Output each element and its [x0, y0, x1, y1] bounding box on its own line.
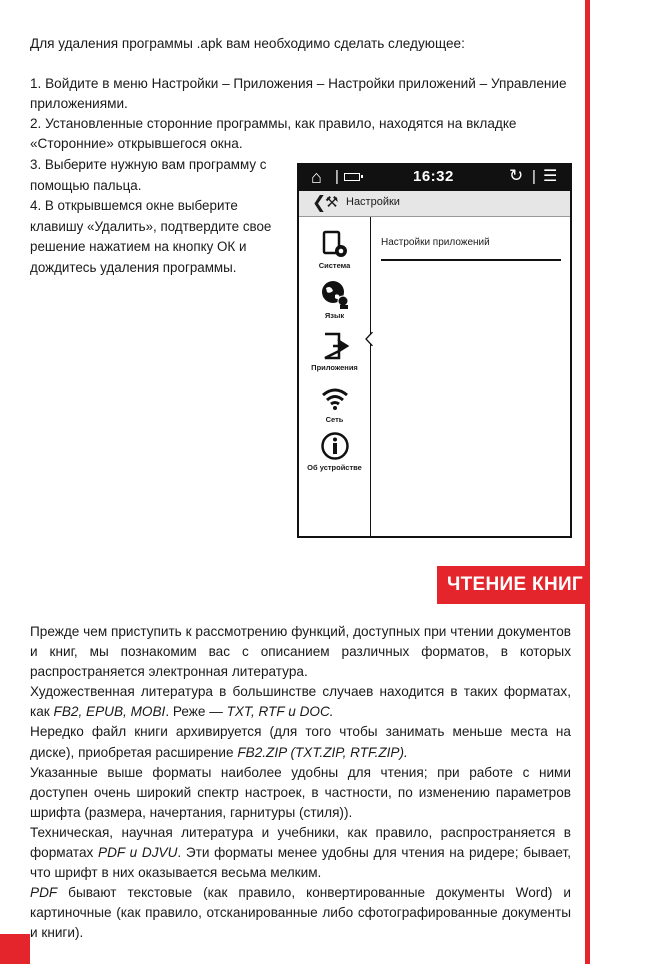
- p6-rest: бывают текстовые (как правило, конвертированные документы Word) и картиночные (как правило, отсканированные либо сфотографированные документы и книги).: [30, 885, 571, 941]
- paragraph-3: [30, 722, 571, 762]
- p5-formats: PDF и DJVU: [98, 845, 178, 861]
- app-settings-item[interactable]: Настройки приложений: [381, 237, 490, 248]
- step-4-text: 4. В открывшемся окне выберите клавишу «Удалить», подтвердите свое решение нажатием на кнопку ОК и дождитесь удаления программы.: [30, 198, 272, 275]
- status-separator: |: [335, 168, 339, 185]
- p2-formats2: TXT, RTF и DOC.: [226, 704, 334, 720]
- sidebar-label-network: Сеть: [325, 415, 344, 424]
- paragraph-5: [30, 823, 571, 883]
- home-icon[interactable]: ⌂: [311, 167, 322, 187]
- step-3-text: 3. Выберите нужную вам программу с помощью пальца.: [30, 157, 267, 193]
- device-status-bar: [299, 165, 570, 191]
- paragraph-1: Прежде чем приступить к рассмотрению функций, доступных при чтении документов и книг, мы познакомим вас с описанием различных форматов, в которых распространяется электронная литература.: [30, 624, 571, 680]
- step-1-text: 1. Войдите в меню Настройки – Приложения – Настройки приложений – Управление приложениями.: [30, 76, 567, 111]
- clock-time: 16:32: [413, 168, 454, 185]
- paragraph-4: Указанные выше форматы наиболее удобны для чтения; при работе с ними доступен очень широкий спектр настроек, в частности, по изменению параметров шрифта (размера, начертания, гарнитуры (стиля)).: [30, 764, 571, 820]
- p6-format: PDF: [30, 885, 58, 901]
- p2-text: Художественная литература в большинстве случаев находится в таких форматах, как: [30, 684, 571, 720]
- content-divider: [381, 259, 561, 261]
- applications-icon: [320, 331, 350, 361]
- section-heading: ЧТЕНИЕ КНИГ: [447, 574, 584, 595]
- sidebar-label-applications: Приложения: [311, 363, 358, 372]
- p3-formats: FB2.ZIP (TXT.ZIP, RTF.ZIP).: [237, 744, 408, 760]
- sync-icon[interactable]: ↻: [509, 166, 524, 185]
- step-2-text: 2. Установленные сторонние программы, как правило, находятся на вкладке «Сторонние» открывшегося окна.: [30, 116, 517, 151]
- section-heading-box: [437, 566, 585, 604]
- wifi-icon: [320, 383, 350, 413]
- info-icon: [320, 431, 350, 461]
- tools-settings-icon: ⚒: [325, 194, 339, 211]
- sidebar-item-system[interactable]: [299, 229, 370, 270]
- selection-pointer: [365, 332, 374, 346]
- p3-text: Нередко файл книги архивируется (для того чтобы занимать меньше места на диске), приобретая расширение: [30, 724, 571, 760]
- p2-formats: FB2, EPUB, MOBI: [53, 704, 166, 720]
- system-settings-icon: [320, 229, 350, 259]
- p2-mid: . Реже —: [165, 704, 227, 720]
- back-chevron-icon[interactable]: ❮: [312, 193, 327, 212]
- device-screenshot: [297, 163, 572, 538]
- section-body: [30, 622, 571, 944]
- settings-sidebar: [299, 217, 371, 536]
- sidebar-label-system: Система: [318, 261, 351, 270]
- page-corner-red-block: [0, 934, 30, 964]
- p5-rest: . Эти форматы менее удобны для чтения на ридере; бывает, что шрифт в них оказывается весьма мелким.: [30, 845, 571, 881]
- sidebar-item-applications[interactable]: [299, 331, 370, 372]
- menu-icon[interactable]: ☰: [543, 168, 558, 185]
- p5-text: Техническая, научная литература и учебники, как правило, распространяется в форматах: [30, 824, 571, 861]
- device-title-bar: [299, 191, 570, 217]
- language-globe-icon: [320, 279, 350, 309]
- sidebar-label-about: Об устройстве: [307, 463, 362, 472]
- sidebar-item-about[interactable]: [299, 431, 370, 472]
- sidebar-item-language[interactable]: [299, 279, 370, 320]
- sidebar-item-network[interactable]: [299, 383, 370, 424]
- intro-text: Для удаления программы .apk вам необходимо сделать следующее:: [30, 36, 465, 51]
- paragraph-2: [30, 682, 571, 722]
- paragraph-6: [30, 883, 571, 943]
- device-title: Настройки: [346, 196, 400, 208]
- battery-icon: [344, 173, 360, 181]
- page-edge-red-stripe: [585, 0, 590, 964]
- steps-3-4: [30, 155, 280, 278]
- status-separator: |: [532, 168, 536, 185]
- sidebar-label-language: Язык: [324, 311, 345, 320]
